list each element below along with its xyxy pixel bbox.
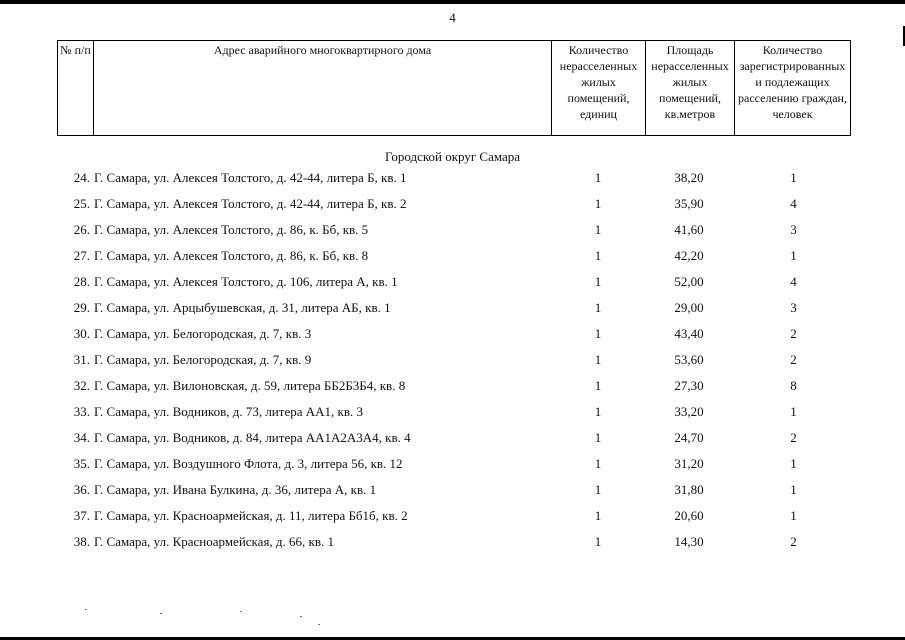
row-people: 4 — [790, 196, 797, 211]
scan-speck — [300, 616, 302, 617]
table-row — [0, 430, 905, 456]
row-address: Г. Самара, ул. Красноармейская, д. 11, литера Бб1б, кв. 2 — [94, 508, 408, 523]
row-people: 1 — [790, 404, 797, 419]
row-units: 1 — [594, 300, 602, 315]
row-number: 34. — [73, 430, 90, 445]
row-address: Г. Самара, ул. Алексея Толстого, д. 86, к. Бб, кв. 5 — [94, 222, 369, 237]
row-number: 29. — [73, 300, 90, 315]
scan-speck — [318, 624, 320, 625]
table-row — [0, 300, 905, 326]
row-people: 1 — [790, 170, 797, 185]
row-people: 8 — [790, 378, 797, 393]
row-people: 1 — [790, 456, 797, 471]
row-area: 43,40 — [674, 326, 704, 341]
row-people: 2 — [790, 326, 797, 341]
row-people: 3 — [790, 300, 797, 315]
header-address: Адрес аварийного многоквартирного дома — [94, 41, 552, 136]
row-number: 33. — [73, 404, 90, 419]
row-units: 1 — [594, 482, 602, 497]
row-area: 24,70 — [674, 430, 704, 445]
row-number: 30. — [73, 326, 90, 341]
row-number: 32. — [73, 378, 90, 393]
row-address: Г. Самара, ул. Алексея Толстого, д. 86, к. Бб, кв. 8 — [94, 248, 369, 263]
row-area: 33,20 — [674, 404, 704, 419]
row-people: 2 — [790, 534, 797, 549]
row-units: 1 — [594, 378, 602, 393]
row-address: Г. Самара, ул. Алексея Толстого, д. 42-44, литера Б, кв. 1 — [94, 170, 407, 185]
header-num: № п/п — [58, 41, 94, 136]
row-area: 29,00 — [674, 300, 704, 315]
row-units: 1 — [594, 326, 602, 341]
row-people: 3 — [790, 222, 797, 237]
row-people: 4 — [790, 274, 797, 289]
row-area: 31,20 — [674, 456, 704, 471]
row-area: 52,00 — [674, 274, 704, 289]
row-number: 26. — [73, 222, 90, 237]
table-row — [0, 456, 905, 482]
row-address: Г. Самара, ул. Алексея Толстого, д. 42-44, литера Б, кв. 2 — [94, 196, 407, 211]
row-number: 31. — [73, 352, 90, 367]
row-address: Г. Самара, ул. Вилоновская, д. 59, литера ББ2Б3Б4, кв. 8 — [94, 378, 406, 393]
row-address: Г. Самара, ул. Водников, д. 73, литера АА1, кв. 3 — [94, 404, 363, 419]
header-area: Площадь нерасселенных жилых помещений, кв.метров — [646, 41, 735, 136]
row-address: Г. Самара, ул. Воздушного Флота, д. 3, литера 56, кв. 12 — [94, 456, 403, 471]
row-number: 37. — [73, 508, 90, 523]
header-units: Количество нерасселенных жилых помещений, единиц — [552, 41, 646, 136]
header-people: Количество зарегистрированных и подлежащих расселению граждан, человек — [735, 41, 851, 136]
table-row — [0, 404, 905, 430]
row-area: 14,30 — [674, 534, 704, 549]
table-row — [0, 222, 905, 248]
row-address: Г. Самара, ул. Арцыбушевская, д. 31, литера АБ, кв. 1 — [94, 300, 391, 315]
row-address: Г. Самара, ул. Белогородская, д. 7, кв. 9 — [94, 352, 312, 367]
row-units: 1 — [594, 404, 602, 419]
row-people: 1 — [790, 482, 797, 497]
row-people: 2 — [790, 352, 797, 367]
row-number: 24. — [73, 170, 90, 185]
row-units: 1 — [594, 248, 602, 263]
row-units: 1 — [594, 534, 602, 549]
table-row — [0, 326, 905, 352]
row-units: 1 — [594, 352, 602, 367]
table-row — [0, 534, 905, 560]
row-area: 42,20 — [674, 248, 704, 263]
row-number: 38. — [73, 534, 90, 549]
table-row — [0, 508, 905, 534]
row-units: 1 — [594, 508, 602, 523]
row-units: 1 — [594, 430, 602, 445]
table-row — [0, 378, 905, 404]
row-area: 53,60 — [674, 352, 704, 367]
row-area: 31,80 — [674, 482, 704, 497]
row-address: Г. Самара, ул. Алексея Толстого, д. 106, литера А, кв. 1 — [94, 274, 398, 289]
page-number: 4 — [449, 10, 456, 25]
table-row — [0, 170, 905, 196]
scan-speck — [240, 611, 242, 612]
row-number: 27. — [73, 248, 90, 263]
row-area: 41,60 — [674, 222, 704, 237]
row-address: Г. Самара, ул. Водников, д. 84, литера АА1А2А3А4, кв. 4 — [94, 430, 411, 445]
row-address: Г. Самара, ул. Красноармейская, д. 66, кв. 1 — [94, 534, 334, 549]
table-row — [0, 482, 905, 508]
row-number: 35. — [73, 456, 90, 471]
row-people: 2 — [790, 430, 797, 445]
table-row — [0, 248, 905, 274]
table-row — [0, 274, 905, 300]
row-people: 1 — [790, 248, 797, 263]
row-area: 20,60 — [674, 508, 704, 523]
row-address: Г. Самара, ул. Ивана Булкина, д. 36, литера А, кв. 1 — [94, 482, 377, 497]
table-row — [0, 352, 905, 378]
row-area: 38,20 — [674, 170, 704, 185]
row-address: Г. Самара, ул. Белогородская, д. 7, кв. 3 — [94, 326, 312, 341]
row-units: 1 — [594, 456, 602, 471]
table-body — [0, 170, 905, 560]
row-area: 35,90 — [674, 196, 704, 211]
table-header — [57, 40, 851, 136]
section-title: Городской округ Самара — [384, 149, 521, 164]
scan-speck — [85, 609, 87, 610]
row-number: 36. — [73, 482, 90, 497]
row-area: 27,30 — [674, 378, 704, 393]
row-units: 1 — [594, 274, 602, 289]
top-border — [0, 0, 905, 4]
row-number: 25. — [73, 196, 90, 211]
row-units: 1 — [594, 222, 602, 237]
row-units: 1 — [594, 170, 602, 185]
row-people: 1 — [790, 508, 797, 523]
row-number: 28. — [73, 274, 90, 289]
scan-speck — [160, 613, 162, 614]
row-units: 1 — [594, 196, 602, 211]
table-row — [0, 196, 905, 222]
scan-noise — [0, 605, 905, 635]
